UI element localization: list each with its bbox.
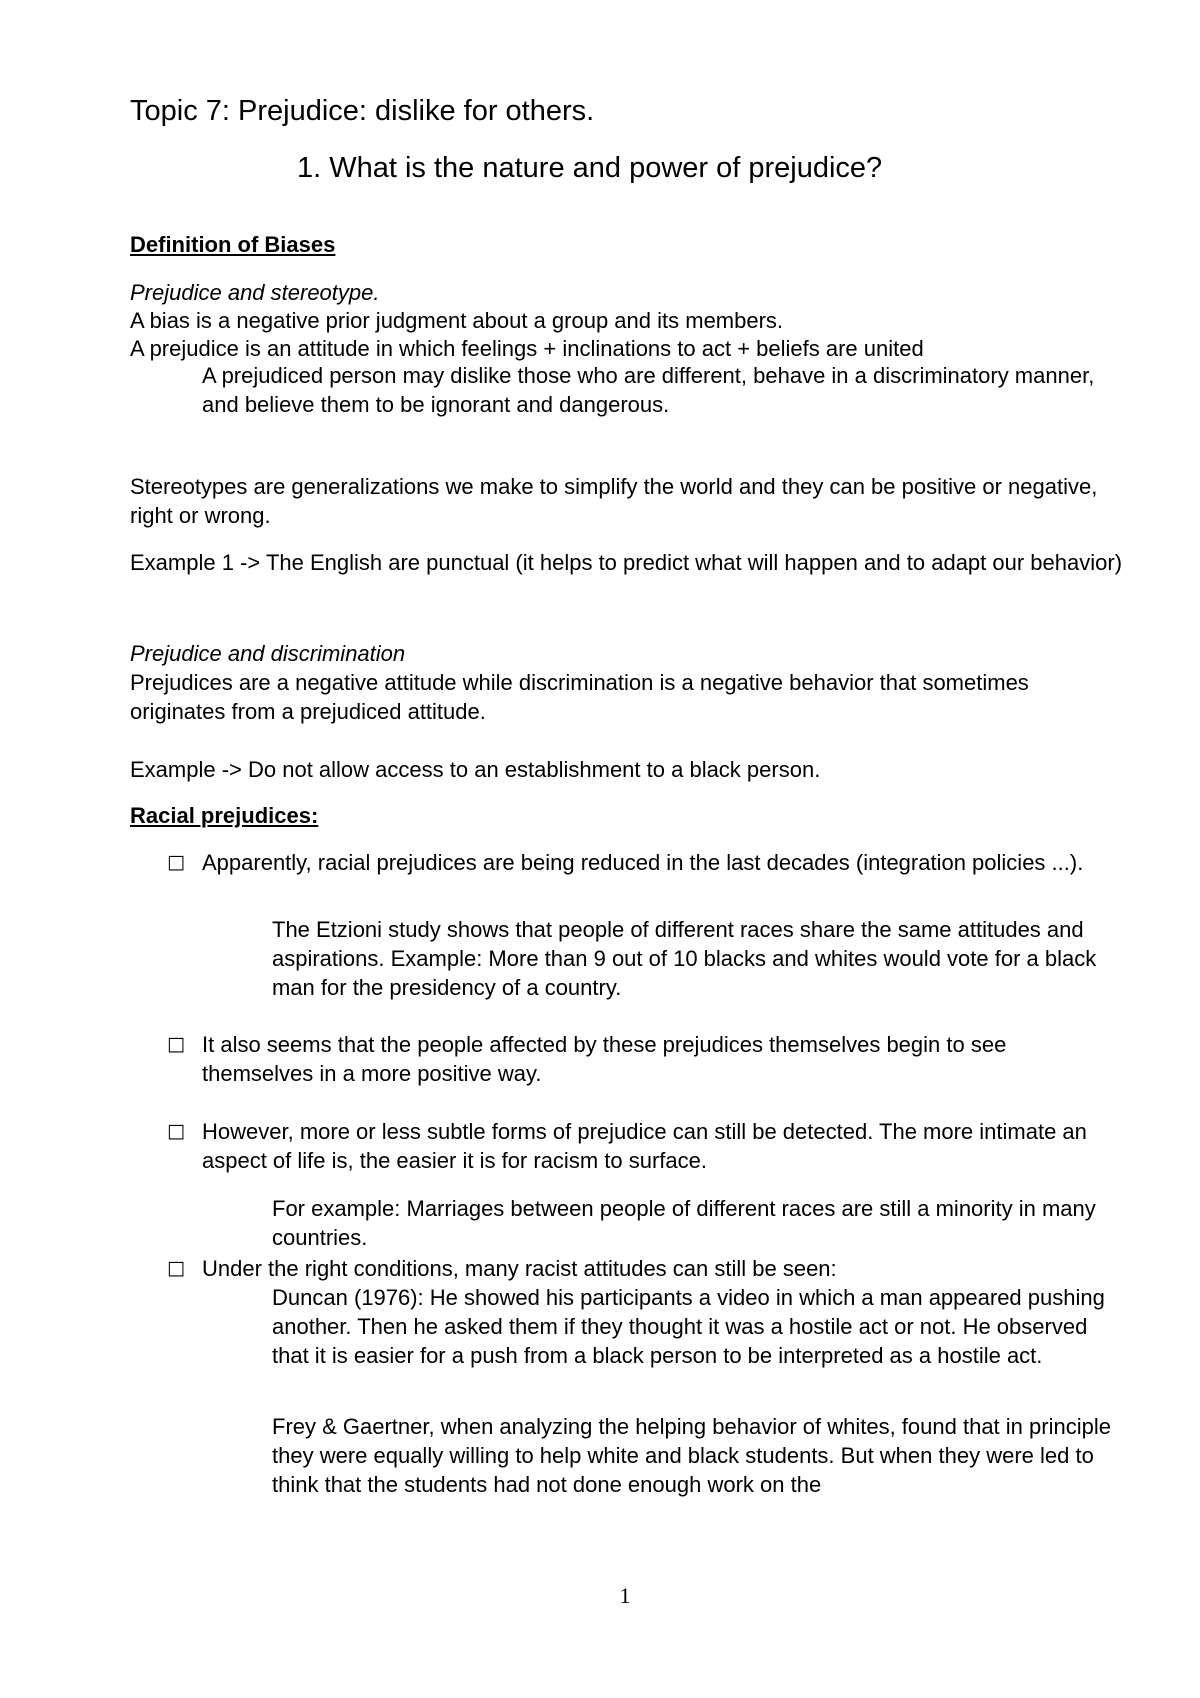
bullet-item-text: Under the right conditions, many racist attitudes can still be seen:	[202, 1256, 837, 1281]
bullet-icon: □	[167, 851, 185, 873]
section-heading-definition-of-biases: Definition of Biases	[130, 232, 336, 257]
document-subtitle: 1. What is the nature and power of prejudice?	[297, 152, 883, 184]
subheading-prejudice-and-stereotype: Prejudice and stereotype.	[130, 280, 380, 305]
bullet-item-detail: Frey & Gaertner, when analyzing the helping behavior of whites, found that in principle they were equally willing to help white and black students. But when they were led to think that the students had not done enough work on the	[272, 1414, 1111, 1497]
paragraph-bias-definition: A bias is a negative prior judgment about a group and its members.	[130, 308, 784, 333]
section-heading-racial-prejudices: Racial prejudices:	[130, 803, 319, 828]
bullet-item-text: However, more or less subtle forms of prejudice can still be detected. The more intimate an aspect of life is, the easier it is for racism to surface.	[202, 1119, 1087, 1173]
paragraph-discrimination-example: Example -> Do not allow access to an establishment to a black person.	[130, 757, 821, 782]
paragraph-example-1: Example 1 -> The English are punctual (it helps to predict what will happen and to adapt our behavior)	[130, 550, 1123, 575]
bullet-item-text: Apparently, racial prejudices are being reduced in the last decades (integration policies ...).	[202, 850, 1084, 875]
paragraph-prejudiced-person: A prejudiced person may dislike those who are different, behave in a discriminatory manner, and believe them to be ignorant and dangerous.	[202, 363, 1095, 417]
document-title: Topic 7: Prejudice: dislike for others.	[130, 95, 595, 127]
bullet-item-detail: The Etzioni study shows that people of different races share the same attitudes and aspirations. Example: More than 9 out of 10 blacks and whites would vote for a black man for the presidency of a country.	[272, 917, 1097, 1000]
page-number: 1	[619, 1583, 631, 1608]
bullet-icon: □	[167, 1257, 185, 1279]
bullet-icon: □	[167, 1120, 185, 1142]
paragraph-prejudice-definition: A prejudice is an attitude in which feelings + inclinations to act + beliefs are united	[130, 336, 924, 361]
paragraph-stereotypes: Stereotypes are generalizations we make to simplify the world and they can be positive or negative, right or wrong.	[130, 474, 1098, 528]
bullet-item-detail: Duncan (1976): He showed his participants a video in which a man appeared pushing another. Then he asked them if they thought it was a hostile act or not. He observed that it is easier for a push from a black person to be interpreted as a hostile act.	[272, 1285, 1105, 1368]
subheading-prejudice-and-discrimination: Prejudice and discrimination	[130, 641, 406, 666]
bullet-item-text: It also seems that the people affected by these prejudices themselves begin to see themselves in a more positive way.	[202, 1032, 1007, 1086]
paragraph-discrimination: Prejudices are a negative attitude while discrimination is a negative behavior that sometimes originates from a prejudiced attitude.	[130, 670, 1029, 724]
bullet-item-detail: For example: Marriages between people of different races are still a minority in many countries.	[272, 1196, 1096, 1250]
bullet-icon: □	[167, 1033, 185, 1055]
